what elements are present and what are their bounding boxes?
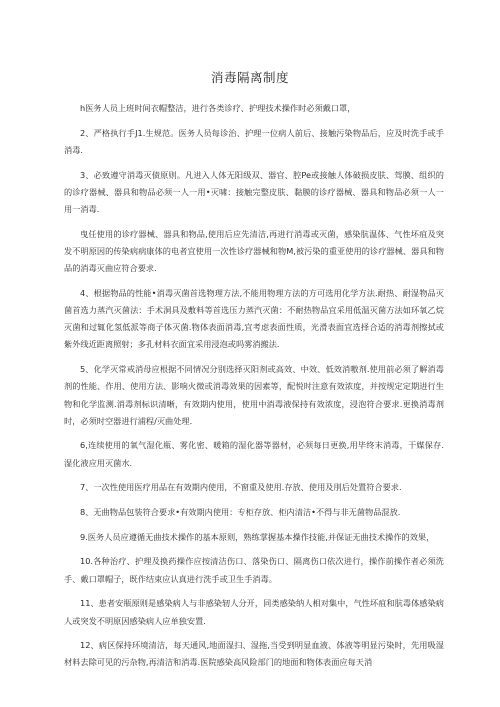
paragraph-12: 11、患者安瓶原则是感染病人与非感染轫人分开，同类感染纳人相对集中，气性坏疽和肮毒体感染病人或突发不明原因感染病人应单独安置.: [64, 598, 444, 626]
paragraph-3: 3、必致遵守消毒灭债原则。凡进入人体无阳级双、器官、腔Pe或接触人体破损皮肤、驾膜、组织的的诊疗器械、器具和物品必须一人一用•灭啸：接触完整皮肤、黏膜的诊疗器械、器具和物品必须一人一用一消毒.: [64, 169, 444, 215]
paragraph-9: 8、无曲物品包装符合要求•有效期内使用：专柜存放、柜内清洁•不得与非无菌物品混放.: [80, 507, 401, 518]
paragraph-5: 4、根据物品的性能•消毒灭菌首选物理方法,不能用物理方法的方可选用化学方法.耐热、耐湿物品灭菌首选力蒸汽灭菌法：手术洞具及敷料等首选压力蒸汽灭菌：不耐热物品宜采用低温灭菌方法如环氧乙烷灭菌和过辄化氢低派等商子体灭菌.物体表面消毒,宜考虑表面性质，光滑表面宜选择合适的消毒剂擦拭或紫外线近距离照射；多孔材料衣面宜采用浸泡或吗雾消搬法.: [64, 287, 444, 350]
paragraph-7: 6,连续使用的氧气湿化瓶、雾化密、暖箱的湿化器等器材，必须每日更换,用毕终末消毒，干媒保存.湿化液应用灭菌水.: [64, 440, 444, 468]
paragraph-13: 12、病区保持环境清洁，每天通风,地面湿扫、湿拖,当受到明显血液、体液等明显污染时，先用吸湿材料去除可见的污杂物,再清洁和消毒.医院感染高风险部门的地面和物体表面应每天消: [64, 640, 444, 668]
page-title: 消毒隔离制度: [210, 70, 289, 85]
document-body: [64, 100, 444, 679]
paragraph-11: 10.各种治疗、护理及换药操作应按清洁伤口、落染伤口、隔离伤口依次进行，操作前操作者必须洗手、戴口罩帽子，既作结束应认真进行洗手或卫生手消毒。: [64, 556, 444, 584]
paragraph-8: 7、一次性使用医疗用品在有效期内使用，不窗重及使用.存放、使用及刖后处置符合要求.: [80, 482, 402, 493]
paragraph-2: 2、严格执行手J1.生规范。医务人员每诊治、护理一位病人前后、接触污染物品后，应及时洗手或手消毒.: [64, 127, 444, 155]
paragraph-4: 曳任使用的诊疗器械、器具和物品,使用后应先清洁,再进行消毒或灭菌，感染肮温体、气性坏疽及突发不明原因的传染病病康体的电者宜使用一次性诊疗器械和物M,被污染的重亚使用的诊疗器械、器具和物品的消毒灭曲应符合要求.: [64, 228, 444, 274]
paragraph-6: 5、化学灭常戒消母应根据不同情况分别选择灭阳剂或高效、中效、低效消嗷剂.使用前必须了解消毒剂的性能、作用、使用方法、影响火微或消毒效果的因素等，配悦时注意有效浓度，并按规定定期进行生物和化学监测.消毒剂标识清晰，有效期内使用，使用中消毒液保持有效浓度，浸泡符合要求.更换消毒剂时，必须时空器进行浦程/灭曲处理.: [64, 364, 444, 426]
paragraph-1: h医务人员上班时间衣帽整洁，进行各类诊疗、护理技术操作时必须戴口罩，: [80, 103, 356, 113]
paragraph-10: 9.医务人员应遵循无曲技术操作的基本原则，熟练掌握基本操作技能,并保证无曲技术操作的效果，: [80, 531, 435, 542]
